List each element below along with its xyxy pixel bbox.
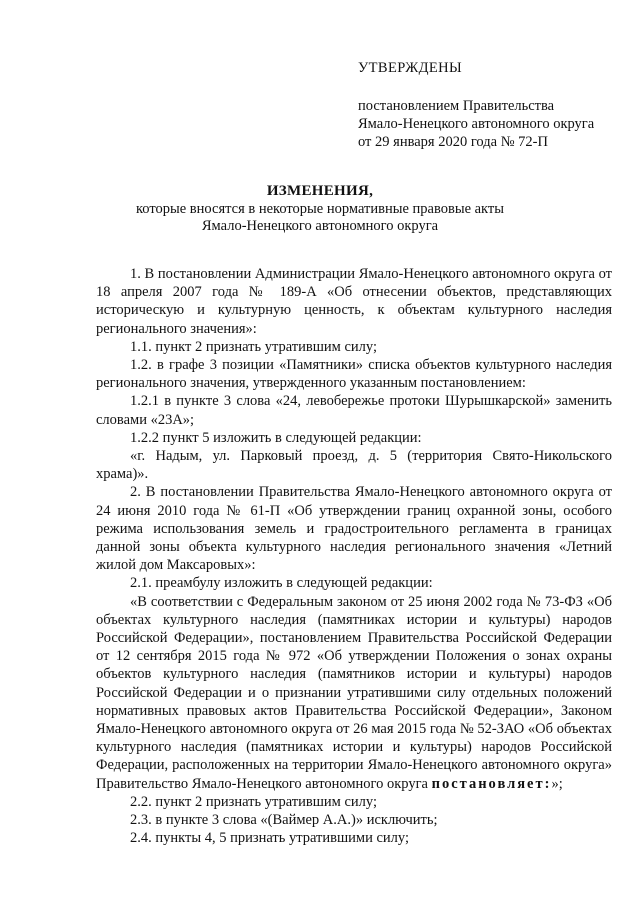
preamble-quote-paragraph: [96, 593, 612, 793]
preamble-emphasis: постановляет:: [431, 775, 552, 792]
paragraph-1-2: 1.2. в графе 3 позиции «Памятники» списка объектов культурного наследия регионального значения, утвержденного указанным постановлением:: [96, 357, 612, 392]
preamble-tail: »;: [551, 775, 563, 792]
approval-line: постановлением Правительства: [358, 98, 555, 114]
approval-line: Ямало-Ненецкого автономного округа: [358, 116, 595, 132]
paragraph-2-2: 2.2. пункт 2 признать утратившим силу;: [130, 793, 377, 810]
paragraph-2-3: 2.3. в пункте 3 слова «(Ваймер А.А.)» исключить;: [130, 812, 438, 829]
subtitle-line: которые вносятся в некоторые нормативные правовые акты: [135, 201, 504, 217]
approval-reference: [358, 97, 594, 151]
preamble-text: «В соответствии с Федеральным законом от 25 июня 2002 года № 73-ФЗ «Об объектах культурного наследия (памятниках истории и культуры) народов Российской Федерации», постановлением Правительства Российской Федерации от 12 сентября 2015 года № 972 «Об утверждении Положения о зонах охраны объектов культурного наследия (памятников истории и культуры) народов Российской Федерации и о признании утратившими силу отдельных положений нормативных правовых актов Правительства Российской Федерации», Законом Ямало-Ненецкого автономного округа от 26 мая 2015 года № 52-ЗАО «Об объектах культурного наследия (памятниках истории и культуры) народов Российской Федерации, расположенных на территории Ямало-Ненецкого автономного округа» Правительство Ямало-Ненецкого автономного округа: [96, 593, 612, 792]
paragraph-1: 1. В постановлении Администрации Ямало-Ненецкого автономного округа от 18 апреля 2007 года № 189-А «Об отнесении объектов, представляющих историческую и культурную ценность, к объектам культурного наследия регионального значения»:: [96, 266, 612, 337]
approval-line: от 29 января 2020 года № 72-П: [358, 134, 548, 150]
paragraph-1-2-2: 1.2.2 пункт 5 изложить в следующей редакции:: [130, 429, 422, 446]
paragraph-2: 2. В постановлении Правительства Ямало-Ненецкого автономного округа от 24 июня 2010 года № 61-П «Об утверждении границ охранной зоны, особого режима использования земель и градостроительного регламента в границах данной зоны объекта культурного наследия регионального значения «Летний жилой дом Максаровых»:: [96, 484, 612, 574]
paragraph-1-2-1: 1.2.1 в пункте 3 слова «24, левобережье протоки Шурышкарской» заменить словами «23А»;: [96, 393, 612, 428]
paragraph-2-1: 2.1. преамбулу изложить в следующей редакции:: [130, 575, 433, 592]
subtitle-line: Ямало-Ненецкого автономного округа: [201, 218, 439, 234]
paragraph-1-2-2-text: «г. Надым, ул. Парковый проезд, д. 5 (территория Свято-Никольского храма)».: [96, 448, 612, 483]
paragraph-2-4: 2.4. пункты 4, 5 признать утратившими силу;: [130, 830, 409, 847]
document-title: ИЗМЕНЕНИЯ,: [266, 183, 374, 199]
document-body: [96, 265, 612, 848]
document-subtitle: [0, 201, 640, 235]
paragraph-1-1: 1.1. пункт 2 признать утратившим силу;: [130, 338, 377, 355]
approval-stamp-title: УТВЕРЖДЕНЫ: [358, 60, 463, 76]
